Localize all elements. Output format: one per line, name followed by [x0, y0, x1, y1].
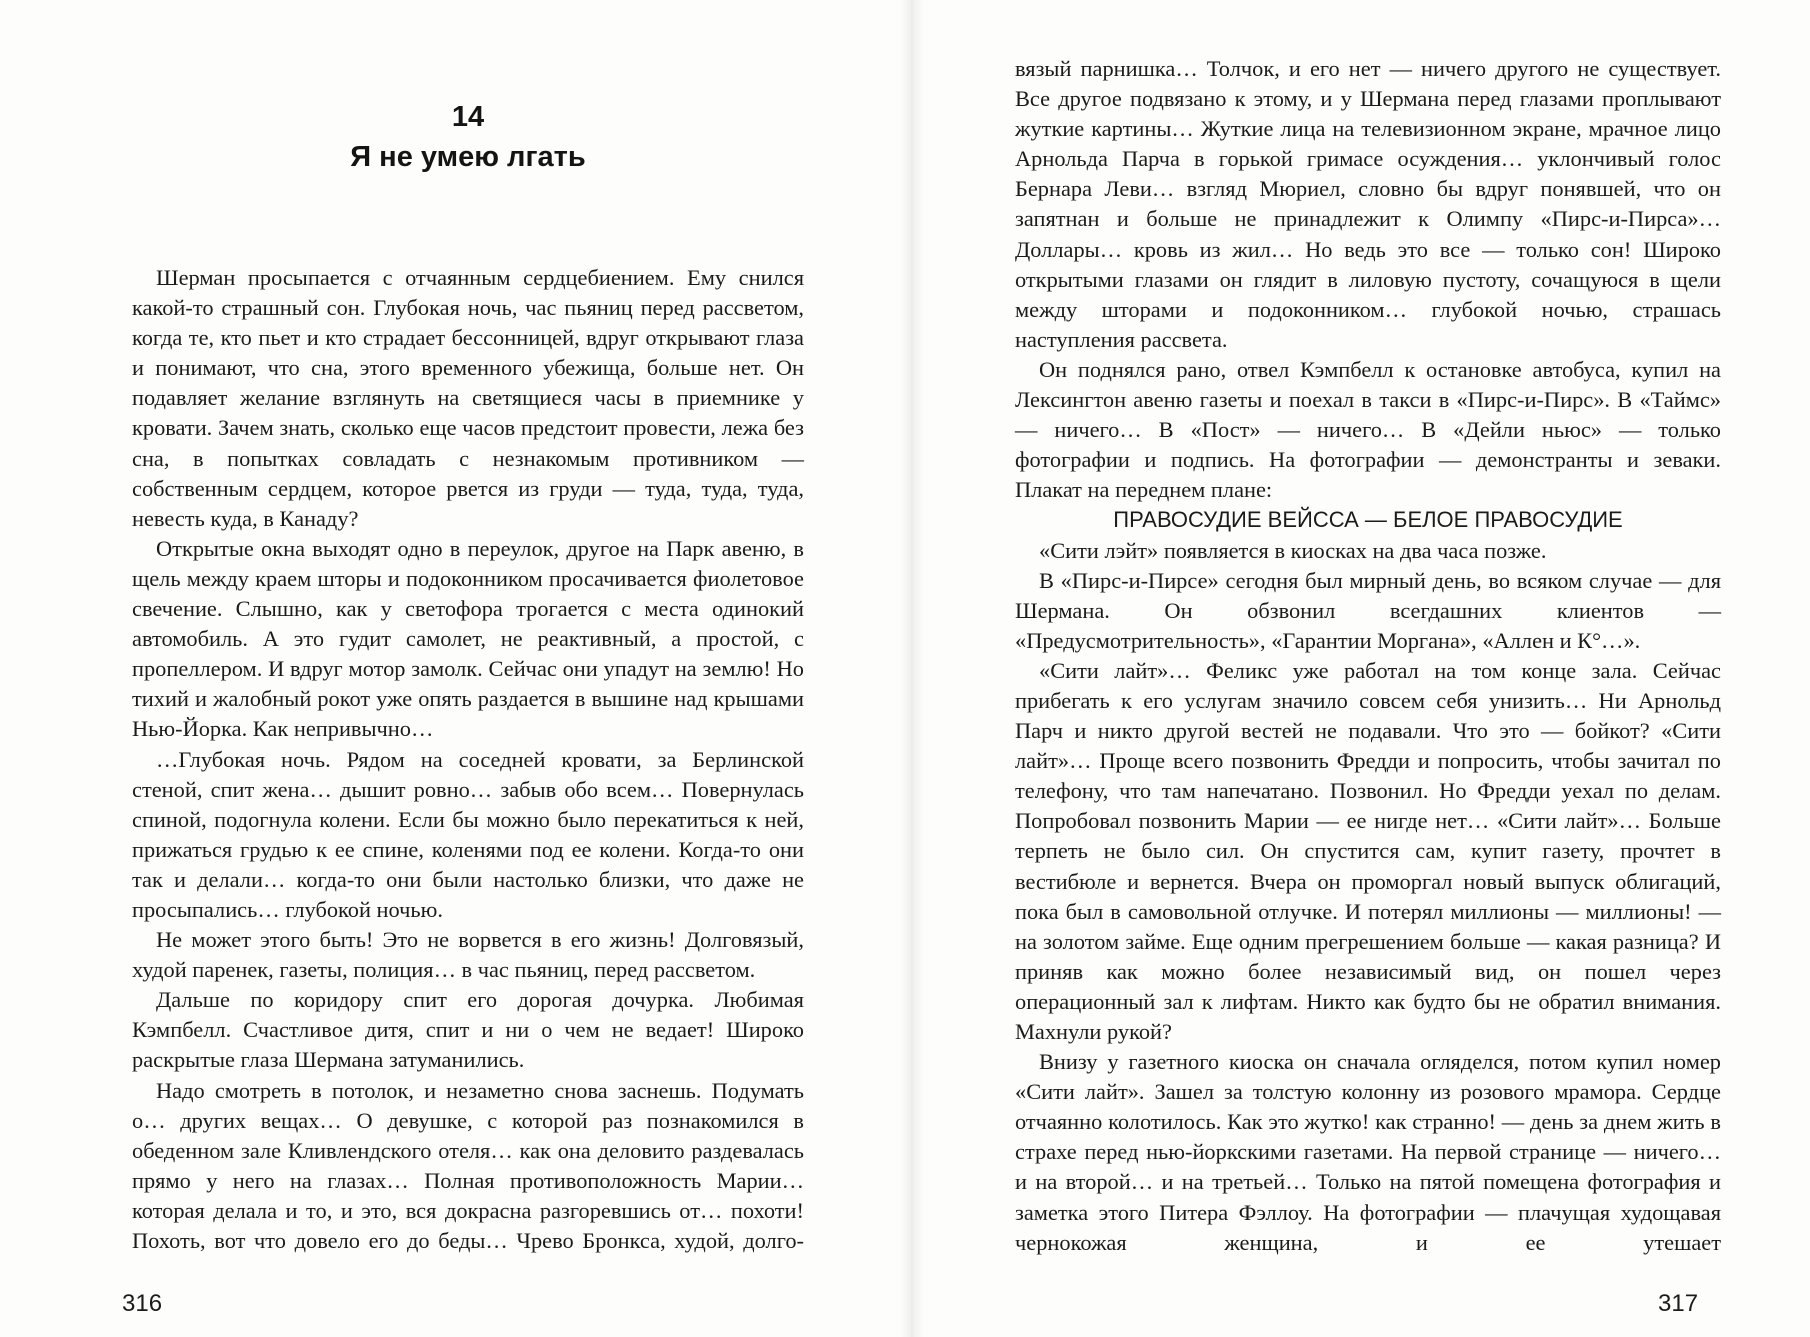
paragraph: Он поднялся рано, отвел Кэмпбелл к остановке автобуса, купил на Лексингтон авеню газеты и поехал в такси в «Пирс-и-Пирс». В «Таймс» — ничего… В «Пост» — ничего… В «Дейли ньюс» — только фотографии и подпись. На фотографии — демонстранты и зеваки. Плакат на переднем плане: [1015, 356, 1721, 503]
paragraph: В «Пирс-и-Пирсе» сегодня был мирный день, во всяком случае — для Шермана. Он обзвонил всегдашних клиентов — «Предусмотрительность», «Гарантии Моргана», «Аллен и К°…». [1015, 567, 1721, 653]
paragraph: Не может этого быть! Это не ворвется в его жизнь! Долговязый, худой паренек, газеты, полиция… в час пьяниц, перед рассветом. [132, 927, 804, 983]
paragraph: вязый парнишка… Толчок, и его нет — ничего другого не существует. Все другое подвязано к этому, и у Шермана перед глазами проплывают жуткие картины… Жуткие лица на телевизионном экране, мрачное лицо Арнольда Парча в горькой гримасе осуждения… уклончивый голос Бернара Леви… взгляд Мюриел, словно бы вдруг понявшей, что он запятнан и больше не принадлежит к Олимпу «Пирс-и-Пирса»… Доллары… кровь из жил… Но ведь это все — только сон! Широко открытыми глазами он глядит в лиловую пустоту, сочащуюся в щели между шторами и подоконником… глубокой ночью, страшась наступления рассвета. [1015, 56, 1721, 352]
page-number-right: 317 [1658, 1290, 1699, 1317]
paragraph: Надо смотреть в потолок, и незаметно снова заснешь. Подумать о… других вещах… О девушке, с которой раз познакомился в обеденном зале Кливлендского отеля… как она деловито раздевалась прямо у него на глазах… Полная противоположность Марии… которая делала и то, и это, вся докрасна разгоревшись от… похоти! Похоть, вот что довело его до беды… Чрево Бронкса, худой, долго- [132, 1077, 804, 1253]
paragraph: Внизу у газетного киоска он сначала огляделся, потом купил номер «Сити лайт». Зашел за толстую колонну из розового мрамора. Сердце отчаянно колотилось. Как это жутко! как странно! — день за днем жить в страхе перед нью-йоркскими газетами. На первой странице — ничего… и на второй… и на третьей… Только на пятой помещена фотография и заметка этого Питера Фэллоу. На фотографии — плачущая худощавая чернокожая женщина, и ее утешает [1015, 1049, 1721, 1255]
paragraph: «Сити лайт»… Феликс уже работал на том конце зала. Сейчас прибегать к его услугам значило совсем себя унизить… Ни Арнольд Парч и никто другой вестей не подавали. Что это — бойкот? «Сити лайт»… Проще всего позвонить Фредди и попросить, чтобы зачитал по телефону, что там напечатано. Позвонил. Но Фредди уехал по делам. Попробовал позвонить Марии — ее нигде нет… «Сити лайт»… Больше терпеть не было сил. Он спустится сам, купит газету, прочтет в вестибюле и вернется. Вчера он проморгал новый выпуск облигаций, пока был в самовольной отлучке. И потерял миллионы — миллионы! — на золотом займе. Еще одним прегрешением больше — какая разница? И приняв как можно более независимый вид, он пошел через операционный зал к лифтам. Никто как будто бы не обратил внимания. Махнули рукой? [1015, 657, 1721, 1044]
paragraph: Шерман просыпается с отчаянным сердцебиением. Ему снился какой-то страшный сон. Глубокая ночь, час пьяниц перед рассветом, когда те, кто пьет и кто страдает бессонницей, вдруг открывают глаза и понимают, что сна, этого временного убежища, больше нет. Он подавляет желание взглянуть на светящиеся часы в приемнике у кровати. Зачем знать, сколько еще часов предстоит провести, лежа без сна, в попытках совладать с незнакомым противником — собственным сердцем, которое рвется из груди — туда, туда, туда, невесть куда, в Канаду? [132, 265, 804, 531]
chapter-heading [132, 98, 804, 176]
paragraph: «Сити лэйт» появляется в киосках на два часа позже. [1039, 537, 1547, 563]
poster-headline: ПРАВОСУДИЕ ВЕЙССА — БЕЛОЕ ПРАВОСУДИЕ [1113, 507, 1623, 533]
paragraph: Открытые окна выходят одно в переулок, другое на Парк авеню, в щель между краем шторы и подоконником просачивается фиолетовое свечение. Слышно, как у светофора трогается с места одинокий автомобиль. А это гудит самолет, не реактивный, а простой, с пропеллером. И вдруг мотор замолк. Сейчас они упадут на землю! Но тихий и жалобный рокот уже опять раздается в вышине над крышами Нью-Йорка. Как непривычно… [132, 535, 804, 742]
page-number-left: 316 [122, 1290, 163, 1317]
paragraph: Дальше по коридору спит его дорогая дочурка. Любимая Кэмпбелл. Счастливое дитя, спит и ни о чем не ведает! Широко раскрытые глаза Шермана затуманились. [132, 987, 804, 1073]
paragraph: …Глубокая ночь. Рядом на соседней кровати, за Берлинской стеной, спит жена… дышит ровно… забыв обо всем… Повернулась спиной, подогнула колени. Если бы можно было перекатиться к ней, прижаться грудью к ее спине, коленями под ее колени. Когда-то они так и делали… когда-то они были настолько близки, что даже не просыпались… глубокой ночью. [132, 746, 804, 922]
chapter-number: 14 [451, 101, 485, 133]
chapter-title: Я не умею лгать [350, 141, 586, 173]
left-page-text [132, 263, 804, 1256]
right-page-text [1015, 54, 1721, 1258]
